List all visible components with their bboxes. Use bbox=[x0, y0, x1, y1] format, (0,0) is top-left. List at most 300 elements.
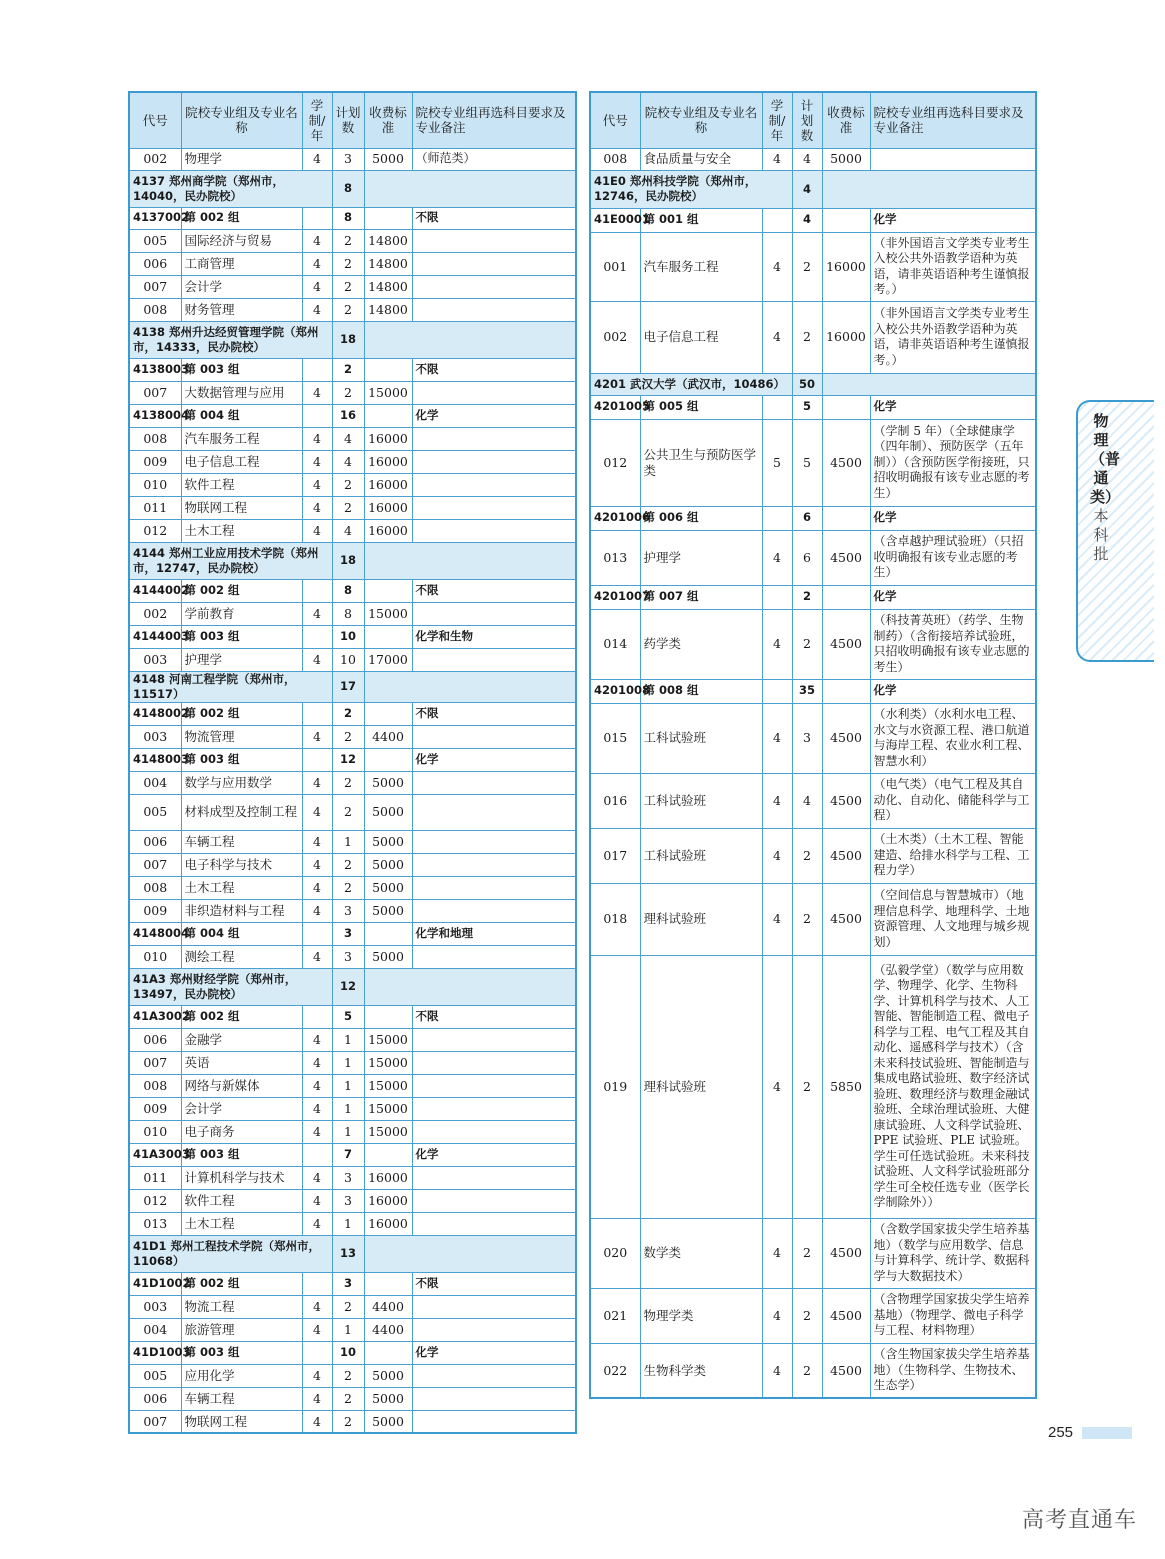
major-note bbox=[412, 1387, 576, 1410]
group-plan: 5 bbox=[332, 1005, 364, 1028]
institution-name: 4137 郑州商学院（郑州市，14040，民办院校） bbox=[129, 170, 332, 207]
major-note bbox=[412, 519, 576, 542]
major-years: 4 bbox=[302, 602, 332, 625]
institution-row bbox=[590, 170, 1036, 208]
major-plan: 2 bbox=[332, 275, 364, 298]
group-requirement: 不限 bbox=[412, 702, 576, 725]
group-plan: 2 bbox=[332, 702, 364, 725]
major-name: 工科试验班 bbox=[640, 703, 762, 773]
group-row bbox=[129, 1272, 576, 1295]
major-plan: 2 bbox=[332, 853, 364, 876]
major-code: 008 bbox=[129, 1074, 181, 1097]
empty-cell bbox=[364, 579, 412, 602]
major-fee: 14800 bbox=[364, 298, 412, 321]
major-fee: 4400 bbox=[364, 725, 412, 748]
major-fee: 5000 bbox=[364, 1364, 412, 1387]
empty-cell bbox=[302, 1341, 332, 1364]
page-number-bar bbox=[1082, 1427, 1132, 1439]
empty-cell bbox=[302, 625, 332, 648]
major-fee: 5000 bbox=[364, 771, 412, 794]
major-years: 4 bbox=[762, 1218, 792, 1288]
major-note bbox=[412, 602, 576, 625]
group-plan: 2 bbox=[332, 358, 364, 381]
group-plan: 7 bbox=[332, 1143, 364, 1166]
header-note: 院校专业组再选科目要求及专业备注 bbox=[412, 92, 576, 148]
major-years: 4 bbox=[762, 828, 792, 883]
empty-cell bbox=[302, 748, 332, 771]
major-fee: 15000 bbox=[364, 381, 412, 404]
institution-plan: 12 bbox=[332, 968, 364, 1005]
group-name: 第 002 组 bbox=[181, 1272, 302, 1295]
group-plan: 10 bbox=[332, 1341, 364, 1364]
group-row bbox=[129, 922, 576, 945]
major-row bbox=[129, 496, 576, 519]
major-fee: 16000 bbox=[364, 1166, 412, 1189]
empty-cell bbox=[364, 625, 412, 648]
major-fee: 16000 bbox=[822, 232, 870, 301]
major-row bbox=[129, 602, 576, 625]
institution-name: 4138 郑州升达经贸管理学院（郑州市，14333，民办院校） bbox=[129, 321, 332, 358]
major-name: 公共卫生与预防医学类 bbox=[640, 419, 762, 506]
right-table-body bbox=[590, 148, 1036, 1398]
major-plan: 2 bbox=[332, 252, 364, 275]
major-years: 5 bbox=[762, 419, 792, 506]
major-name: 应用化学 bbox=[181, 1364, 302, 1387]
group-row bbox=[590, 679, 1036, 703]
institution-plan: 4 bbox=[792, 170, 822, 208]
major-code: 008 bbox=[129, 427, 181, 450]
empty-cell bbox=[364, 1341, 412, 1364]
empty-cell bbox=[364, 1272, 412, 1295]
major-fee: 15000 bbox=[364, 1074, 412, 1097]
group-requirement: 化学和生物 bbox=[412, 625, 576, 648]
major-note bbox=[412, 1074, 576, 1097]
institution-row bbox=[129, 542, 576, 579]
header-name: 院校专业组及专业名称 bbox=[181, 92, 302, 148]
group-name: 第 005 组 bbox=[640, 395, 762, 419]
header-years: 学制/年 bbox=[762, 92, 792, 148]
major-plan: 4 bbox=[332, 427, 364, 450]
major-code: 004 bbox=[129, 1318, 181, 1341]
major-plan: 2 bbox=[332, 725, 364, 748]
empty-cell bbox=[302, 1005, 332, 1028]
empty-cell bbox=[364, 1143, 412, 1166]
major-years: 4 bbox=[302, 450, 332, 473]
institution-row bbox=[129, 170, 576, 207]
major-years: 4 bbox=[302, 1028, 332, 1051]
major-note bbox=[412, 1097, 576, 1120]
major-row bbox=[129, 1318, 576, 1341]
major-note: （非外国语言文学类专业考生入校公共外语教学语种为英语，请非英语语种考生谨慎报考。） bbox=[870, 301, 1036, 373]
major-row bbox=[590, 1218, 1036, 1288]
major-years: 4 bbox=[302, 229, 332, 252]
major-row bbox=[129, 771, 576, 794]
major-name: 测绘工程 bbox=[181, 945, 302, 968]
major-fee: 5000 bbox=[364, 853, 412, 876]
major-note bbox=[412, 450, 576, 473]
major-plan: 2 bbox=[332, 794, 364, 830]
header-note: 院校专业组再选科目要求及专业备注 bbox=[870, 92, 1036, 148]
left-admission-table bbox=[128, 91, 577, 1434]
major-name: 物流工程 bbox=[181, 1295, 302, 1318]
group-row bbox=[129, 404, 576, 427]
major-plan: 8 bbox=[332, 602, 364, 625]
major-row bbox=[129, 794, 576, 830]
major-row bbox=[129, 1387, 576, 1410]
major-fee: 5000 bbox=[364, 1387, 412, 1410]
institution-row bbox=[129, 968, 576, 1005]
major-plan: 2 bbox=[332, 298, 364, 321]
major-code: 008 bbox=[129, 298, 181, 321]
major-row bbox=[129, 298, 576, 321]
major-fee: 17000 bbox=[364, 648, 412, 671]
group-requirement: 化学 bbox=[870, 585, 1036, 609]
empty-cell bbox=[822, 373, 1036, 395]
major-name: 生物科学类 bbox=[640, 1343, 762, 1398]
major-code: 004 bbox=[129, 771, 181, 794]
major-plan: 2 bbox=[792, 609, 822, 679]
major-row bbox=[129, 275, 576, 298]
header-code: 代号 bbox=[129, 92, 181, 148]
major-years: 4 bbox=[302, 1318, 332, 1341]
major-plan: 1 bbox=[332, 1051, 364, 1074]
major-row bbox=[129, 1051, 576, 1074]
major-years: 4 bbox=[762, 883, 792, 955]
major-fee: 14800 bbox=[364, 275, 412, 298]
major-note bbox=[412, 1028, 576, 1051]
major-code: 006 bbox=[129, 1387, 181, 1410]
major-plan: 5 bbox=[792, 419, 822, 506]
group-code: 4148002 bbox=[129, 702, 181, 725]
major-row bbox=[590, 828, 1036, 883]
major-years: 4 bbox=[762, 148, 792, 170]
group-plan: 8 bbox=[332, 207, 364, 229]
major-name: 非织造材料与工程 bbox=[181, 899, 302, 922]
major-code: 011 bbox=[129, 496, 181, 519]
section-side-label bbox=[1090, 412, 1121, 564]
major-code: 010 bbox=[129, 945, 181, 968]
group-requirement: 化学和地理 bbox=[412, 922, 576, 945]
major-row bbox=[590, 1288, 1036, 1343]
header-plan: 计划数 bbox=[332, 92, 364, 148]
major-fee: 16000 bbox=[364, 519, 412, 542]
major-years: 4 bbox=[302, 945, 332, 968]
major-name: 电子商务 bbox=[181, 1120, 302, 1143]
empty-cell bbox=[762, 585, 792, 609]
institution-name: 4201 武汉大学（武汉市，10486） bbox=[590, 373, 792, 395]
group-plan: 3 bbox=[332, 922, 364, 945]
group-requirement: 化学 bbox=[412, 1341, 576, 1364]
major-name: 物理学 bbox=[181, 148, 302, 170]
major-name: 英语 bbox=[181, 1051, 302, 1074]
header-code: 代号 bbox=[590, 92, 640, 148]
major-note: （科技菁英班）（药学、生物制药）（含衔接培养试验班，只招收明确报有该专业志愿的考生） bbox=[870, 609, 1036, 679]
major-years: 4 bbox=[762, 530, 792, 585]
major-row bbox=[590, 232, 1036, 301]
group-name: 第 006 组 bbox=[640, 506, 762, 530]
empty-cell bbox=[364, 170, 576, 207]
major-years: 4 bbox=[762, 232, 792, 301]
left-table-body bbox=[129, 148, 576, 1433]
empty-cell bbox=[364, 207, 412, 229]
major-code: 002 bbox=[129, 148, 181, 170]
header-fee: 收费标准 bbox=[822, 92, 870, 148]
major-note: （非外国语言文学类专业考生入校公共外语教学语种为英语，请非英语语种考生谨慎报考。） bbox=[870, 232, 1036, 301]
institution-plan: 18 bbox=[332, 321, 364, 358]
major-row bbox=[129, 1120, 576, 1143]
major-name: 网络与新媒体 bbox=[181, 1074, 302, 1097]
major-fee: 4500 bbox=[822, 609, 870, 679]
group-name: 第 003 组 bbox=[181, 1143, 302, 1166]
major-name: 电子信息工程 bbox=[640, 301, 762, 373]
major-row bbox=[129, 450, 576, 473]
major-years: 4 bbox=[762, 1288, 792, 1343]
group-plan: 10 bbox=[332, 625, 364, 648]
empty-cell bbox=[302, 579, 332, 602]
group-name: 第 002 组 bbox=[181, 1005, 302, 1028]
major-code: 006 bbox=[129, 252, 181, 275]
major-plan: 3 bbox=[332, 1189, 364, 1212]
major-code: 001 bbox=[590, 232, 640, 301]
major-code: 003 bbox=[129, 648, 181, 671]
institution-plan: 17 bbox=[332, 671, 364, 702]
major-row bbox=[129, 427, 576, 450]
major-note bbox=[412, 1364, 576, 1387]
group-plan: 2 bbox=[792, 585, 822, 609]
major-name: 软件工程 bbox=[181, 1189, 302, 1212]
major-row bbox=[129, 853, 576, 876]
major-name: 工商管理 bbox=[181, 252, 302, 275]
group-code: 41D1002 bbox=[129, 1272, 181, 1295]
major-plan: 1 bbox=[332, 830, 364, 853]
side-tab-normal-text: 本科批 bbox=[1093, 507, 1109, 563]
major-name: 车辆工程 bbox=[181, 1387, 302, 1410]
major-plan: 2 bbox=[332, 1410, 364, 1433]
major-note bbox=[412, 853, 576, 876]
major-fee: 5000 bbox=[364, 830, 412, 853]
major-plan: 2 bbox=[792, 301, 822, 373]
major-name: 大数据管理与应用 bbox=[181, 381, 302, 404]
major-note bbox=[412, 794, 576, 830]
major-plan: 1 bbox=[332, 1097, 364, 1120]
major-row bbox=[129, 1166, 576, 1189]
major-years: 4 bbox=[302, 1097, 332, 1120]
major-fee: 16000 bbox=[364, 1189, 412, 1212]
major-plan: 2 bbox=[332, 473, 364, 496]
group-code: 4137002 bbox=[129, 207, 181, 229]
institution-row bbox=[129, 321, 576, 358]
major-row bbox=[590, 1343, 1036, 1398]
major-name: 车辆工程 bbox=[181, 830, 302, 853]
group-name: 第 003 组 bbox=[181, 625, 302, 648]
major-note: （土木类）（土木工程、智能建造、给排水科学与工程、工程力学） bbox=[870, 828, 1036, 883]
major-name: 旅游管理 bbox=[181, 1318, 302, 1341]
group-requirement: 不限 bbox=[412, 1005, 576, 1028]
major-code: 013 bbox=[129, 1212, 181, 1235]
major-name: 财务管理 bbox=[181, 298, 302, 321]
empty-cell bbox=[364, 922, 412, 945]
group-plan: 5 bbox=[792, 395, 822, 419]
major-name: 汽车服务工程 bbox=[640, 232, 762, 301]
major-fee: 4500 bbox=[822, 530, 870, 585]
major-code: 003 bbox=[129, 725, 181, 748]
major-name: 食品质量与安全 bbox=[640, 148, 762, 170]
group-name: 第 004 组 bbox=[181, 404, 302, 427]
major-code: 007 bbox=[129, 1410, 181, 1433]
major-years: 4 bbox=[302, 876, 332, 899]
major-name: 物联网工程 bbox=[181, 1410, 302, 1433]
major-note bbox=[412, 1410, 576, 1433]
empty-cell bbox=[364, 968, 576, 1005]
group-code: 4138004 bbox=[129, 404, 181, 427]
major-code: 002 bbox=[129, 602, 181, 625]
major-name: 数学类 bbox=[640, 1218, 762, 1288]
major-fee: 15000 bbox=[364, 602, 412, 625]
group-name: 第 008 组 bbox=[640, 679, 762, 703]
major-code: 009 bbox=[129, 450, 181, 473]
major-plan: 2 bbox=[332, 1295, 364, 1318]
major-row bbox=[129, 519, 576, 542]
major-plan: 2 bbox=[792, 828, 822, 883]
major-fee: 16000 bbox=[364, 473, 412, 496]
major-plan: 2 bbox=[792, 1218, 822, 1288]
major-fee: 15000 bbox=[364, 1028, 412, 1051]
empty-cell bbox=[302, 702, 332, 725]
major-fee: 5000 bbox=[364, 794, 412, 830]
major-years: 4 bbox=[302, 1387, 332, 1410]
major-code: 019 bbox=[590, 955, 640, 1218]
major-note bbox=[870, 148, 1036, 170]
major-fee: 5850 bbox=[822, 955, 870, 1218]
major-row bbox=[590, 530, 1036, 585]
major-code: 003 bbox=[129, 1295, 181, 1318]
group-code: 4201006 bbox=[590, 506, 640, 530]
group-requirement: 化学 bbox=[412, 748, 576, 771]
major-name: 电子科学与技术 bbox=[181, 853, 302, 876]
major-note bbox=[412, 648, 576, 671]
major-years: 4 bbox=[302, 275, 332, 298]
major-years: 4 bbox=[302, 1120, 332, 1143]
major-fee: 16000 bbox=[364, 450, 412, 473]
major-note bbox=[412, 381, 576, 404]
major-code: 013 bbox=[590, 530, 640, 585]
major-code: 018 bbox=[590, 883, 640, 955]
major-code: 008 bbox=[129, 876, 181, 899]
major-note bbox=[412, 725, 576, 748]
major-plan: 2 bbox=[332, 876, 364, 899]
major-row bbox=[590, 419, 1036, 506]
empty-cell bbox=[302, 358, 332, 381]
group-name: 第 003 组 bbox=[181, 748, 302, 771]
group-name: 第 004 组 bbox=[181, 922, 302, 945]
major-name: 会计学 bbox=[181, 275, 302, 298]
major-name: 物联网工程 bbox=[181, 496, 302, 519]
major-fee: 4500 bbox=[822, 419, 870, 506]
empty-cell bbox=[822, 506, 870, 530]
institution-row bbox=[590, 373, 1036, 395]
major-code: 010 bbox=[129, 1120, 181, 1143]
major-fee: 4500 bbox=[822, 1218, 870, 1288]
major-code: 014 bbox=[590, 609, 640, 679]
major-code: 010 bbox=[129, 473, 181, 496]
empty-cell bbox=[822, 208, 870, 232]
major-note: （学制 5 年）（全球健康学（四年制）、预防医学（五年制））（含预防医学衔接班，只招收明确报有该专业志愿的考生） bbox=[870, 419, 1036, 506]
major-code: 008 bbox=[590, 148, 640, 170]
group-row bbox=[129, 625, 576, 648]
major-row bbox=[129, 1212, 576, 1235]
major-row bbox=[590, 773, 1036, 828]
major-name: 金融学 bbox=[181, 1028, 302, 1051]
major-fee: 5000 bbox=[364, 945, 412, 968]
major-name: 土木工程 bbox=[181, 1212, 302, 1235]
major-fee: 4500 bbox=[822, 828, 870, 883]
header-name: 院校专业组及专业名称 bbox=[640, 92, 762, 148]
major-plan: 2 bbox=[332, 1387, 364, 1410]
group-code: 4148004 bbox=[129, 922, 181, 945]
major-years: 4 bbox=[302, 794, 332, 830]
major-row bbox=[129, 648, 576, 671]
institution-name: 4148 河南工程学院（郑州市，11517） bbox=[129, 671, 332, 702]
group-name: 第 007 组 bbox=[640, 585, 762, 609]
major-code: 002 bbox=[590, 301, 640, 373]
major-name: 物理学类 bbox=[640, 1288, 762, 1343]
major-note: （含生物国家拔尖学生培养基地）（生物科学、生物技术、生态学） bbox=[870, 1343, 1036, 1398]
major-years: 4 bbox=[762, 609, 792, 679]
group-plan: 12 bbox=[332, 748, 364, 771]
empty-cell bbox=[364, 321, 576, 358]
group-plan: 16 bbox=[332, 404, 364, 427]
empty-cell bbox=[822, 170, 1036, 208]
group-name: 第 002 组 bbox=[181, 207, 302, 229]
major-years: 4 bbox=[302, 427, 332, 450]
major-years: 4 bbox=[302, 1295, 332, 1318]
group-code: 4201007 bbox=[590, 585, 640, 609]
empty-cell bbox=[822, 679, 870, 703]
institution-plan: 50 bbox=[792, 373, 822, 395]
group-code: 41A3003 bbox=[129, 1143, 181, 1166]
group-requirement: 不限 bbox=[412, 1272, 576, 1295]
major-plan: 1 bbox=[332, 1120, 364, 1143]
major-row bbox=[590, 955, 1036, 1218]
empty-cell bbox=[762, 395, 792, 419]
major-note bbox=[412, 945, 576, 968]
major-note bbox=[412, 771, 576, 794]
major-row bbox=[129, 899, 576, 922]
major-years: 4 bbox=[302, 148, 332, 170]
group-code: 4144003 bbox=[129, 625, 181, 648]
major-years: 4 bbox=[302, 853, 332, 876]
group-row bbox=[129, 207, 576, 229]
major-years: 4 bbox=[302, 473, 332, 496]
major-name: 数学与应用数学 bbox=[181, 771, 302, 794]
group-row bbox=[590, 395, 1036, 419]
group-requirement: 化学 bbox=[412, 404, 576, 427]
header-years: 学制/年 bbox=[302, 92, 332, 148]
major-code: 005 bbox=[129, 1364, 181, 1387]
major-note bbox=[412, 830, 576, 853]
group-code: 4144002 bbox=[129, 579, 181, 602]
major-note bbox=[412, 496, 576, 519]
major-code: 007 bbox=[129, 1051, 181, 1074]
major-years: 4 bbox=[302, 252, 332, 275]
major-note bbox=[412, 229, 576, 252]
major-fee: 16000 bbox=[364, 496, 412, 519]
institution-name: 41D1 郑州工程技术学院（郑州市，11068） bbox=[129, 1235, 332, 1272]
group-requirement: 化学 bbox=[870, 506, 1036, 530]
major-plan: 2 bbox=[792, 232, 822, 301]
major-note bbox=[412, 1295, 576, 1318]
empty-cell bbox=[364, 1005, 412, 1028]
